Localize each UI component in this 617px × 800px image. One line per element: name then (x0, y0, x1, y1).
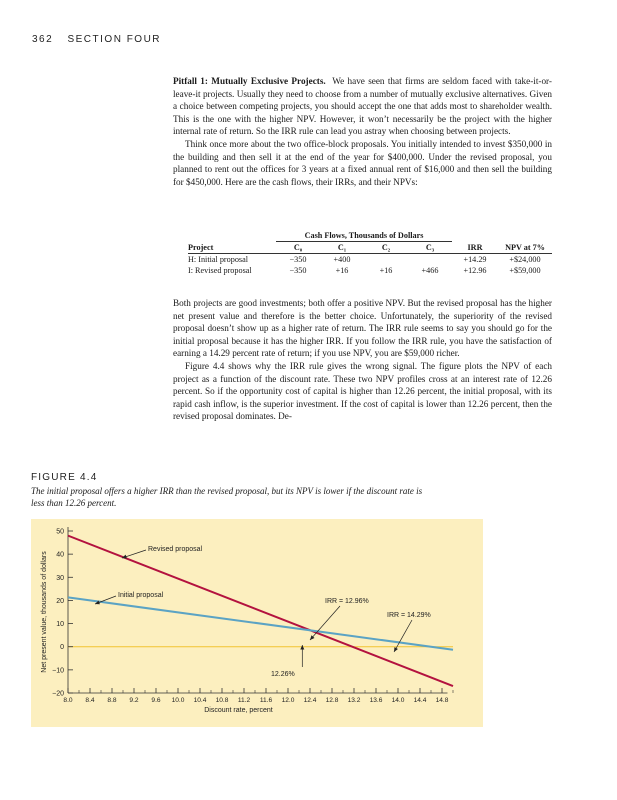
x-tick-label: 12.0 (281, 697, 295, 704)
col-header-c1: C₁ (320, 242, 364, 254)
annotation-crossover-arrow-head (300, 645, 304, 650)
col-header-c3: C₃ (408, 242, 452, 254)
x-tick-label: 8.8 (107, 697, 117, 704)
x-tick-label: 9.6 (151, 697, 161, 704)
section-title: SECTION FOUR (67, 34, 162, 45)
annotation-revised: Revised proposal (148, 546, 203, 553)
annotation-initial: Initial proposal (118, 592, 164, 599)
col-header-c0: C₀ (276, 242, 320, 254)
x-tick-label: 12.4 (303, 697, 317, 704)
y-axis-title: Net present value, thousands of dollars (41, 551, 48, 673)
y-tick-label: −10 (52, 667, 64, 675)
cell-c3: +466 (421, 266, 439, 275)
paragraph-4: Figure 4.4 shows why the IRR rule gives the wrong signal. The figure plots the NPV of each project as a function of the discount rate. These two NPV profiles cross at an interest rate of 12.26 percent. So if the opportunity cost of capital is higher than 12.26 percent, the initial proposal, with its rapid cash inflow, is the superior investment. If the cost of capital is lower than 12.26 percent, then the revised proposal dominates. De- (173, 360, 552, 422)
paragraph-1: We have seen that firms are seldom faced with take-it-or-leave-it projects. Usually they need to choose from a number of mutually exclusive alternatives. Given a choice between competing projects, you should accept the one that adds most to shareholder wealth. This is the one with the higher NPV. However, it won’t necessarily be the project with the higher internal rate of return. So the IRR rule can lead you astray when choosing between projects. (173, 76, 552, 137)
col-header-npv: NPV at 7% (498, 242, 552, 254)
annotation-crossover: 12.26% (271, 671, 295, 678)
y-tick-label: 10 (56, 621, 64, 629)
y-tick-label: −20 (52, 690, 64, 698)
annotation-irr-1429: IRR = 14.29% (387, 612, 431, 619)
x-tick-label: 11.2 (237, 697, 251, 704)
cell-c2: +16 (379, 266, 393, 275)
x-tick-label: 8.4 (85, 697, 95, 704)
col-header-c2: C₂ (364, 242, 408, 254)
x-tick-label: 10.4 (193, 697, 207, 704)
y-tick-label: 40 (56, 551, 64, 559)
cell-irr: +12.96 (463, 266, 487, 275)
x-tick-label: 14.0 (391, 697, 405, 704)
col-header-project: Project (188, 242, 276, 254)
y-tick-label: 0 (60, 644, 64, 652)
paragraph-3: Both projects are good investments; both offer a positive NPV. But the revised proposal has the higher net present value and therefore is the better choice. Unfortunately, the superiority of the revised proposal doesn’t show up as a higher rate of return. The IRR rule seems to say you should go for the initial proposal because it has the higher IRR. If you follow the IRR rule, you have the satisfaction of earning a 14.29 percent rate of return; if you use NPV, you are $59,000 richer. (173, 298, 552, 359)
x-tick-label: 13.6 (369, 697, 383, 704)
paragraph-2: Think once more about the two office-block proposals. You initially intended to invest $350,000 in the building and then sell it at the end of the year for $400,000. Under the revised proposal, you planned to rent out the offices for 3 years at a fixed annual rent of $16,000 and then sell the building for $450,000. Here are the cash flows, their IRRs, and their NPVs: (173, 138, 552, 187)
figure-caption: The initial proposal offers a higher IRR than the revised proposal, but its NPV is lower if the discount rate is less than 12.26 percent. (31, 486, 423, 508)
cell-c1: +16 (335, 266, 349, 275)
x-tick-label: 9.2 (129, 697, 139, 704)
x-tick-label: 11.6 (259, 697, 273, 704)
pitfall-heading: Pitfall 1: Mutually Exclusive Projects. (173, 76, 326, 86)
cell-npv: +$59,000 (509, 266, 541, 275)
annotation-irr-1296: IRR = 12.96% (325, 598, 369, 605)
table-super-header: Cash Flows, Thousands of Dollars (276, 230, 452, 242)
cell-irr: +14.29 (463, 255, 487, 264)
x-axis-title: Discount rate, percent (204, 707, 273, 714)
cell-project: I: Revised proposal (188, 266, 252, 275)
x-tick-label: 12.8 (325, 697, 339, 704)
annotation-irr-1296-arrow (310, 606, 340, 640)
x-tick-label: 8.0 (63, 697, 73, 704)
cell-npv: +$24,000 (509, 255, 541, 264)
col-header-irr: IRR (452, 242, 498, 254)
x-tick-label: 13.2 (347, 697, 361, 704)
y-tick-label: 30 (56, 574, 64, 582)
x-tick-label: 10.0 (171, 697, 185, 704)
y-tick-label: 50 (56, 528, 64, 536)
cell-c0: −350 (289, 266, 307, 275)
x-tick-label: 14.8 (435, 697, 449, 704)
cell-c0: −350 (289, 255, 307, 264)
y-tick-label: 20 (56, 597, 64, 605)
x-tick-label: 10.8 (215, 697, 229, 704)
initial-proposal-line (68, 597, 453, 649)
x-tick-label: 14.4 (413, 697, 427, 704)
cell-c1: +400 (333, 255, 351, 264)
page-number: 362 (32, 34, 54, 45)
cell-project: H: Initial proposal (188, 255, 249, 264)
figure-label: FIGURE 4.4 (31, 472, 98, 483)
